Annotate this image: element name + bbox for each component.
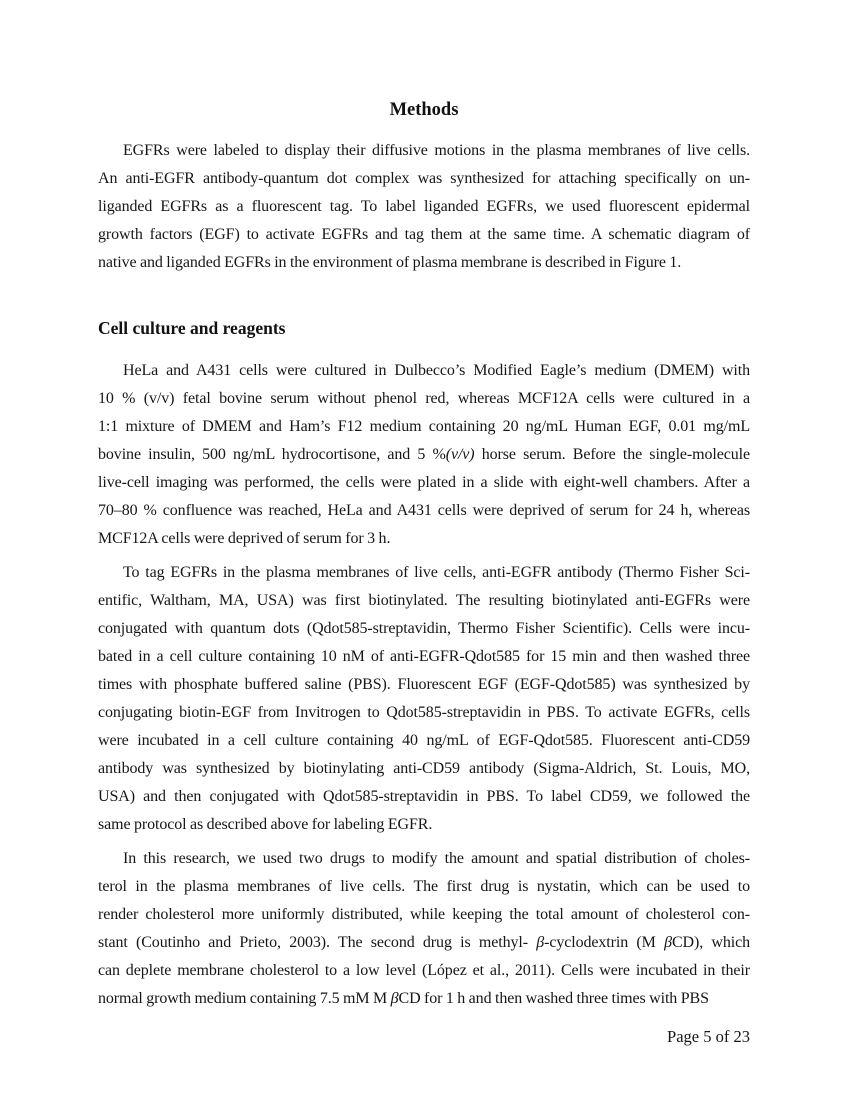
paragraph [98,357,750,553]
text-line: bovine insulin, 500 ng/mL hydrocortisone, and 5 %(v/v) horse serum. Before the single-molecule [98,446,750,463]
paragraph [98,559,750,839]
text-line: MCF12A cells were deprived of serum for 3 h. [98,530,391,547]
text-line: can deplete membrane cholesterol to a low level (López et al., 2011). Cells were incubated in their [98,962,750,979]
text-line: times with phosphate buffered saline (PBS). Fluorescent EGF (EGF-Qdot585) was synthesized by [98,676,750,693]
text-line: 10 % (v/v) fetal bovine serum without phenol red, whereas MCF12A cells were cultured in a [98,390,750,407]
text-line: terol in the plasma membranes of live cells. The first drug is nystatin, which can be used to [98,878,750,895]
text-segment: (v/v) [445,446,475,463]
text-line: bated in a cell culture containing 10 nM of anti-EGFR-Qdot585 for 15 min and then washed three [98,648,750,665]
paragraph [98,845,750,1013]
text-line: growth factors (EGF) to activate EGFRs and tag them at the same time. A schematic diagram of [98,226,750,243]
document-body [98,0,750,1019]
text-line: render cholesterol more uniformly distributed, while keeping the total amount of cholesterol con- [98,906,750,923]
text-line: liganded EGFRs as a fluorescent tag. To label liganded EGFRs, we used fluorescent epidermal [98,198,750,215]
page-number: Page 5 of 23 [667,1027,750,1046]
document-title: Methods [389,100,459,120]
text-line: USA) and then conjugated with Qdot585-streptavidin in PBS. To label CD59, we followed the [98,788,750,805]
text-line: An anti-EGFR antibody-quantum dot complex was synthesized for attaching specifically on un- [98,170,750,187]
text-segment: β [536,934,545,951]
text-line: In this research, we used two drugs to modify the amount and spatial distribution of choles- [123,850,750,867]
text-line: To tag EGFRs in the plasma membranes of live cells, anti-EGFR antibody (Thermo Fisher Sci- [123,564,750,581]
text-line: same protocol as described above for labeling EGFR. [98,816,433,833]
text-line: entific, Waltham, MA, USA) was first biotinylated. The resulting biotinylated anti-EGFRs were [98,592,750,609]
section-heading: Cell culture and reagents [98,318,286,338]
text-line: native and liganded EGFRs in the environment of plasma membrane is described in Figure 1. [98,254,682,271]
text-line: live-cell imaging was performed, the cells were plated in a slide with eight-well chambers. After a [98,474,750,491]
text-segment: β [664,934,672,951]
text-line: antibody was synthesized by biotinylating anti-CD59 antibody (Sigma-Aldrich, St. Louis, MO, [98,760,750,777]
text-line: HeLa and A431 cells were cultured in Dulbecco’s Modified Eagle’s medium (DMEM) with [123,362,750,379]
text-line: were incubated in a cell culture containing 40 ng/mL of EGF-Qdot585. Fluorescent anti-CD59 [98,732,750,749]
text-line: 70–80 % confluence was reached, HeLa and A431 cells were deprived of serum for 24 h, whereas [98,502,750,519]
text-line: conjugated with quantum dots (Qdot585-streptavidin, Thermo Fisher Scientific). Cells were incu- [98,620,750,637]
text-line: EGFRs were labeled to display their diffusive motions in the plasma membranes of live cells. [123,142,750,159]
text-line: stant (Coutinho and Prieto, 2003). The second drug is methyl- β-cyclodextrin (M βCD), which [98,934,750,951]
text-segment: β [390,990,399,1007]
text-line: normal growth medium containing 7.5 mM M βCD for 1 h and then washed three times with PBS [98,990,709,1007]
text-line: 1:1 mixture of DMEM and Ham’s F12 medium containing 20 ng/mL Human EGF, 0.01 mg/mL [98,418,750,435]
text-line: conjugating biotin-EGF from Invitrogen to Qdot585-streptavidin in PBS. To activate EGFRs, cells [98,704,750,721]
paragraph [98,137,750,277]
